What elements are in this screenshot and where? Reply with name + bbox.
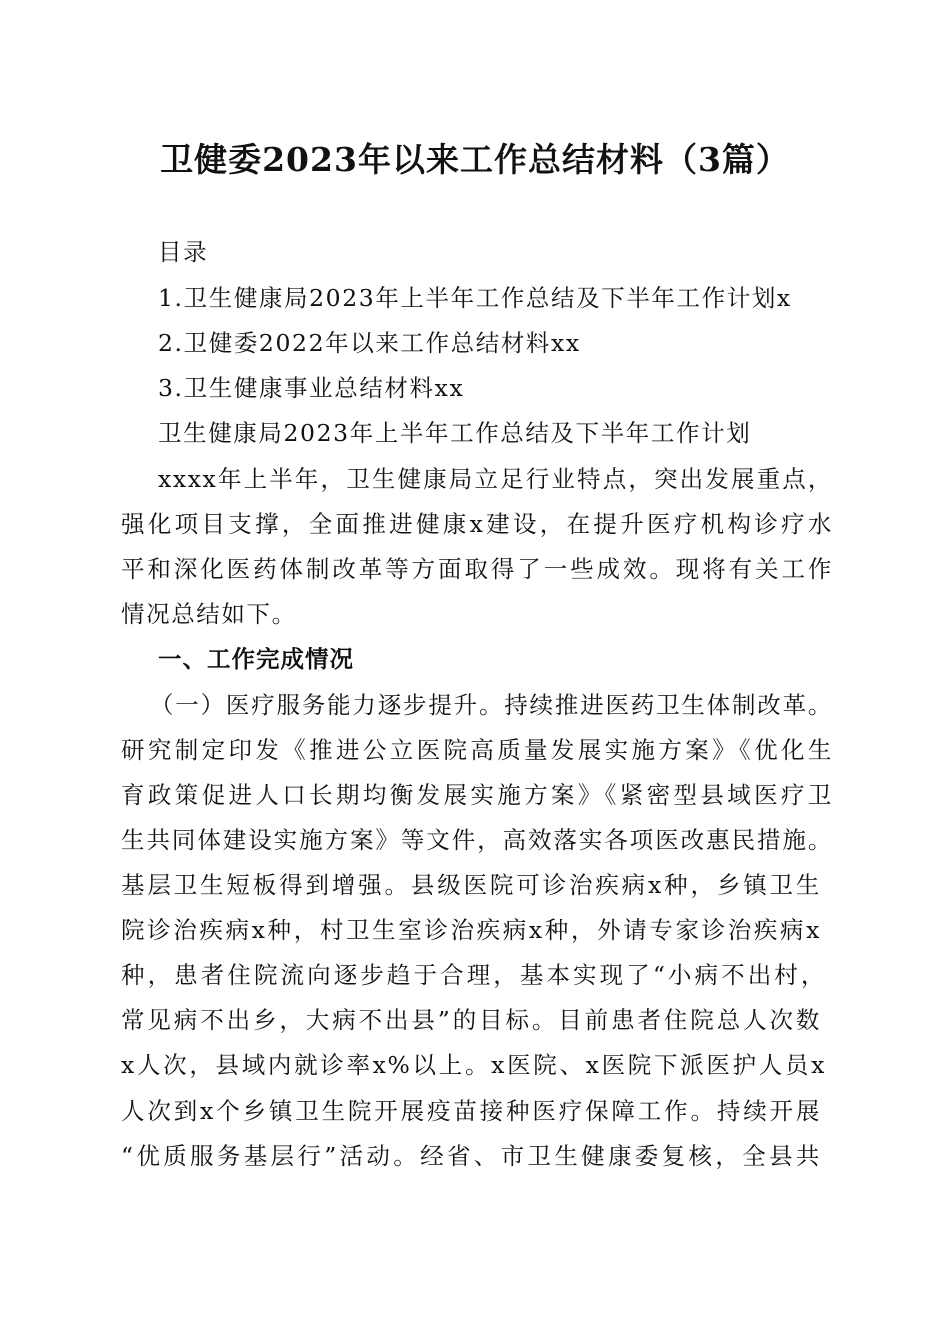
section-line: 人次到x个乡镇卫生院开展疫苗接种医疗保障工作。持续开展 [121,1097,821,1125]
section-line: 育政策促进人口长期均衡发展实施方案》《紧密型县域医疗卫 [121,781,833,809]
article-title: 卫生健康局2023年上半年工作总结及下半年工作计划 [158,419,752,447]
section-line: x人次，县域内就诊率x%以上。x医院、x医院下派医护人员x [121,1051,826,1079]
section-line: 生共同体建设实施方案》等文件，高效落实各项医改惠民措施。 [121,826,833,854]
section-line: “优质服务基层行”活动。经省、市卫生健康委复核，全县共 [121,1142,821,1170]
section-line: 常见病不出乡，大病不出县”的目标。目前患者住院总人次数 [121,1006,821,1034]
intro-line: 情况总结如下。 [121,600,297,628]
section-line: （一）医疗服务能力逐步提升。持续推进医药卫生体制改革。 [150,691,833,719]
section-line: 院诊治疾病x种，村卫生室诊治疾病x种，外请专家诊治疾病x [121,916,821,944]
toc-item-1: 1.卫生健康局2023年上半年工作总结及下半年工作计划x [158,284,792,312]
section-line: 种，患者住院流向逐步趋于合理，基本实现了“小病不出村， [121,961,826,989]
toc-item-3: 3.卫生健康事业总结材料xx [158,374,465,402]
intro-line: xxxx年上半年，卫生健康局立足行业特点，突出发展重点， [158,465,833,493]
toc-heading: 目录 [158,238,209,266]
toc-item-2: 2.卫健委2022年以来工作总结材料xx [158,329,581,357]
section-line: 基层卫生短板得到增强。县级医院可诊治疾病x种，乡镇卫生 [121,871,821,899]
document-title: 卫健委2023年以来工作总结材料（3篇） [160,140,790,179]
section-heading: 一、工作完成情况 [158,645,354,673]
intro-line: 平和深化医药体制改革等方面取得了一些成效。现将有关工作 [121,555,833,583]
section-line: 研究制定印发《推进公立医院高质量发展实施方案》《优化生 [121,736,833,764]
intro-line: 强化项目支撑，全面推进健康x建设，在提升医疗机构诊疗水 [121,510,833,538]
